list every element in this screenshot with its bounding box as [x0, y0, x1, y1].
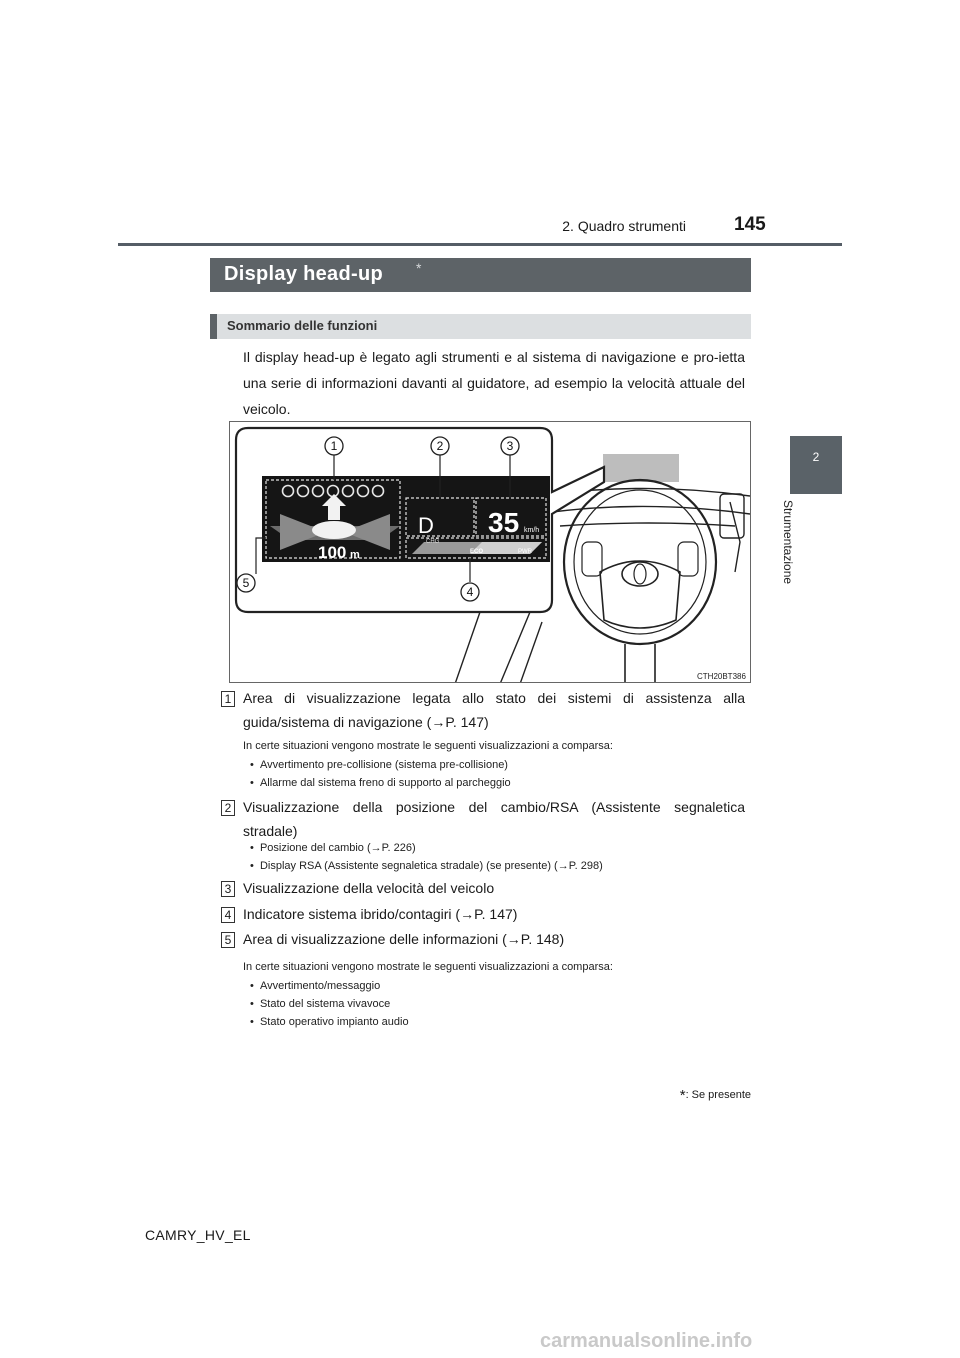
hud-speed: 35	[488, 507, 520, 538]
steering-wheel	[564, 480, 716, 683]
item-1-text: Area di visualizzazione legata allo stato dei sistemi di assistenza alla guida/sistema di navigazione (→P. 147)	[243, 690, 745, 730]
bullet-text: Avvertimento/messaggio	[259, 980, 381, 992]
item-number-4: 4	[221, 907, 235, 923]
item-2-text: Visualizzazione della posizione del cambio/RSA (Assistente segnaletica stradale)	[243, 799, 745, 839]
bullet-text: Stato operativo impianto audio	[259, 1016, 409, 1028]
intro-paragraph: Il display head-up è legato agli strumenti e al sistema di navigazione e pro-ietta una serie di informazioni davanti al guidatore, ad esempio la velocità attuale del veicolo.	[243, 349, 745, 417]
hud-panel	[262, 476, 550, 562]
hud-speed-unit: km/h	[524, 527, 540, 534]
item-4-text: Indicatore sistema ibrido/contagiri (→P. 147)	[243, 906, 518, 922]
item-number-3: 3	[221, 881, 235, 897]
callout-5: 5	[242, 576, 250, 590]
bullet-text: Avvertimento pre-collisione (sistema pre-collisione)	[259, 759, 508, 771]
item-1-bullet-2: • Allarme dal sistema freno di supporto al parcheggio	[250, 777, 511, 789]
callout-1: 1	[330, 439, 338, 453]
section-title-bar	[210, 258, 751, 292]
figure-code: CTH20BT386	[697, 672, 746, 681]
air-vent	[720, 494, 744, 538]
item-5-text: Area di visualizzazione delle informazioni (→P. 148)	[243, 931, 565, 947]
item-3-text: Visualizzazione della velocità del veicolo	[243, 880, 495, 896]
chapter-tab-label	[781, 500, 809, 620]
footnote	[650, 1087, 751, 1104]
hud-distance-unit: m	[350, 549, 360, 561]
footnote-text: : Se presente	[685, 1089, 751, 1101]
optional-mark: *	[416, 260, 422, 276]
hud-pwr: PWR	[518, 549, 532, 555]
hud-eco: ECO	[470, 549, 484, 555]
header-rule	[118, 243, 842, 246]
watermark: carmanualsonline.info	[540, 1330, 753, 1352]
chapter-tab: 2	[790, 436, 842, 494]
hud-gear: D	[418, 513, 434, 538]
bullet-text: Display RSA (Assistente segnaletica stradale) (se presente) (→P. 298)	[259, 860, 603, 872]
callout-4: 4	[466, 585, 474, 599]
subsection-accent	[210, 314, 217, 339]
projection-area	[603, 454, 679, 482]
chapter-tab-label-text: Strumentazione	[781, 500, 795, 585]
section-title: Display head-up	[224, 263, 383, 285]
item-5-bullet-3: • Stato operativo impianto audio	[250, 1016, 409, 1028]
callout-2: 2	[436, 439, 444, 453]
item-number-5: 5	[221, 932, 235, 948]
hud-distance: 100	[318, 543, 347, 562]
hud-illustration-svg	[230, 422, 751, 683]
hud-illustration	[229, 421, 751, 683]
item-number-1: 1	[221, 691, 235, 707]
subsection-title: Sommario delle funzioni	[227, 318, 378, 333]
callout-3: 3	[506, 439, 514, 453]
page-number: 145	[734, 214, 766, 235]
item-number-2: 2	[221, 800, 235, 816]
subsection-bar	[210, 314, 751, 339]
item-5-bullet-1: • Avvertimento/messaggio	[250, 980, 381, 992]
item-5-bullet-2: • Stato del sistema vivavoce	[250, 998, 391, 1010]
asterisk-icon: *	[679, 1087, 686, 1104]
item-2-bullet-1: • Posizione del cambio (→P. 226)	[250, 842, 416, 854]
chapter-title: 2. Quadro strumenti	[562, 218, 686, 234]
item-1-bullet-1: • Avvertimento pre-collisione (sistema pre-collisione)	[250, 759, 508, 771]
bullet-text: Stato del sistema vivavoce	[259, 998, 391, 1010]
model-code: CAMRY_HV_EL	[145, 1227, 251, 1243]
bullet-text: Posizione del cambio (→P. 226)	[259, 842, 416, 854]
hud-chg: CHG	[426, 539, 440, 545]
bullet-text: Allarme dal sistema freno di supporto al parcheggio	[259, 777, 511, 789]
item-5-note: In certe situazioni vengono mostrate le seguenti visualizzazioni a comparsa:	[243, 961, 613, 973]
item-2-bullet-2: • Display RSA (Assistente segnaletica stradale) (se presente) (→P. 298)	[250, 860, 603, 872]
item-1-note: In certe situazioni vengono mostrate le seguenti visualizzazioni a comparsa:	[243, 740, 613, 752]
